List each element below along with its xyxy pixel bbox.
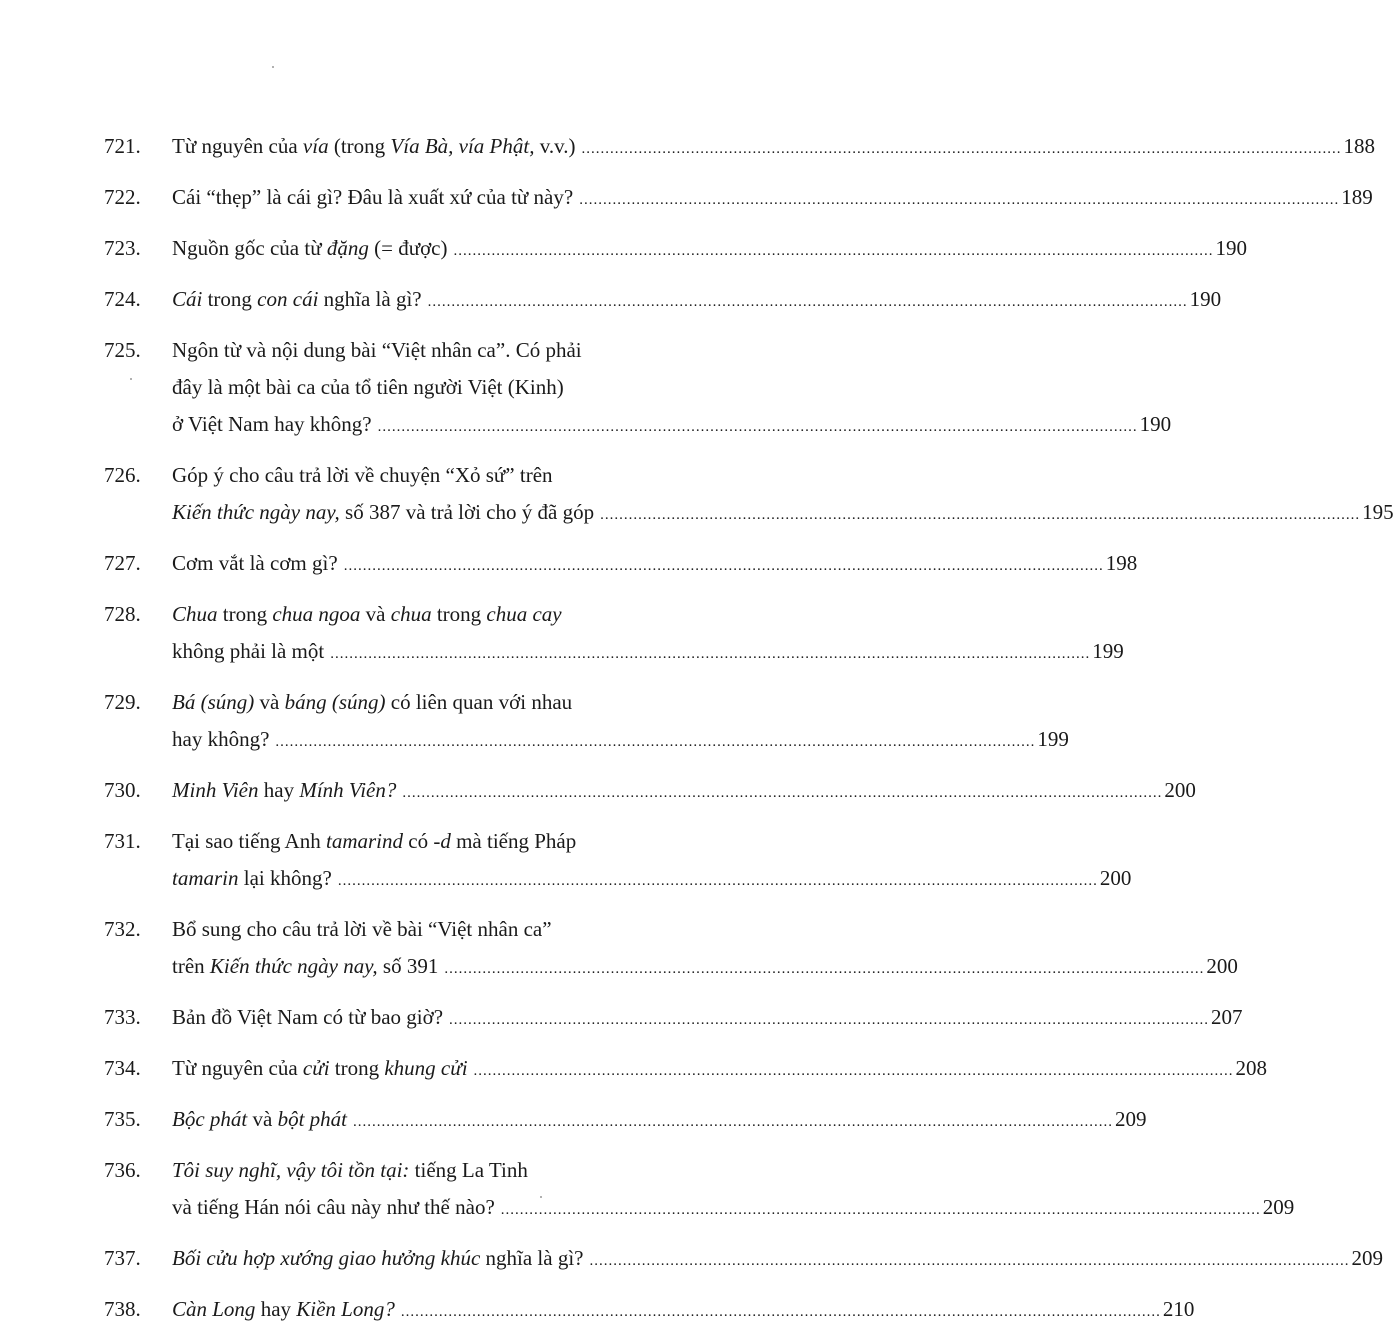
dot-leader	[600, 497, 1360, 534]
entry-number: 726.	[104, 463, 141, 487]
title-line	[172, 684, 1069, 721]
title-line	[172, 457, 1394, 494]
italic-term: Bá (súng)	[172, 690, 255, 714]
title-line	[172, 369, 1171, 406]
dot-leader	[579, 182, 1339, 219]
text-run: v.v.)	[534, 134, 576, 158]
text-run: Nguồn gốc của từ	[172, 236, 327, 260]
text-run: hay không?	[172, 727, 270, 751]
entry-title	[172, 596, 1124, 673]
page-number: 208	[1235, 1056, 1268, 1080]
text-run: Từ nguyên của	[172, 1056, 303, 1080]
title-last-line	[172, 948, 1238, 988]
entry-number: 736.	[104, 1158, 141, 1182]
dot-leader	[378, 409, 1138, 446]
text-run: hay	[255, 1297, 297, 1321]
title-text	[172, 1101, 347, 1138]
entry-number: 735.	[104, 1107, 141, 1131]
text-run: (= được)	[368, 236, 448, 260]
italic-term: Mính Viên?	[299, 778, 397, 802]
page-number: 190	[1139, 412, 1172, 436]
italic-term: Bối cửu hợp xướng giao hưởng khúc	[172, 1246, 481, 1270]
title-text	[172, 230, 448, 267]
page-number: 188	[1343, 134, 1375, 158]
text-run: trong	[217, 602, 273, 626]
entry-title	[172, 1291, 1194, 1331]
italic-term: bột phát	[277, 1107, 347, 1131]
page-number: 189	[1341, 185, 1373, 209]
text-run: có liên quan với nhau	[385, 690, 573, 714]
toc-entry[interactable]	[104, 999, 1243, 1039]
dot-leader	[449, 1002, 1209, 1039]
toc-entry[interactable]	[104, 545, 1138, 585]
page-number: 199	[1092, 639, 1124, 663]
page-number: 190	[1189, 287, 1222, 311]
title-line	[172, 596, 1124, 633]
entry-title	[172, 684, 1069, 761]
entry-number: 733.	[104, 1005, 141, 1029]
title-text	[172, 179, 573, 216]
text-run: mà tiếng Pháp	[450, 829, 577, 853]
italic-term: chua ngoa	[272, 602, 361, 626]
text-run: Cơm vắt là cơm gì?	[172, 551, 338, 575]
table-of-contents	[104, 128, 1394, 1342]
text-run: không phải là một	[172, 639, 325, 663]
italic-term: Chua	[172, 602, 218, 626]
entry-number: 729.	[104, 690, 141, 714]
page-number: 209	[1262, 1195, 1295, 1219]
text-run: Bản đồ Việt Nam có từ bao giờ?	[172, 1005, 444, 1029]
title-text	[172, 406, 372, 443]
title-last-line	[172, 860, 1131, 900]
title-text	[172, 772, 396, 809]
dot-leader	[454, 233, 1214, 270]
italic-term: chua cay	[486, 602, 562, 626]
text-run: Tại sao tiếng Anh	[172, 829, 326, 853]
entry-number: 725.	[104, 338, 141, 362]
title-text	[172, 948, 438, 985]
italic-term: khung cửi	[384, 1056, 468, 1080]
page-number: 207	[1211, 1005, 1243, 1029]
italic-term: Vía Bà, vía Phật,	[390, 134, 535, 158]
text-run: (trong	[328, 134, 391, 158]
text-run: Bổ sung cho câu trả lời về bài “Việt nhân ca”	[172, 917, 552, 941]
italic-term: chua	[390, 602, 432, 626]
dot-leader	[338, 863, 1098, 900]
title-last-line	[172, 406, 1171, 446]
text-run: trong	[329, 1056, 385, 1080]
entry-title	[172, 179, 1373, 219]
toc-entry[interactable]	[104, 179, 1373, 219]
dot-leader	[581, 131, 1341, 168]
title-last-line	[172, 128, 1375, 168]
italic-term: Kiến thức ngày nay,	[172, 500, 340, 524]
text-run: nghĩa là gì?	[318, 287, 422, 311]
toc-entry[interactable]	[104, 596, 1124, 673]
entry-title	[172, 823, 1131, 900]
text-run: và	[360, 602, 391, 626]
italic-term: báng (súng)	[284, 690, 386, 714]
italic-term: Minh Viên	[172, 778, 259, 802]
text-run: tiếng La Tinh	[409, 1158, 528, 1182]
title-last-line	[172, 281, 1221, 321]
title-text	[172, 128, 575, 165]
entry-title	[172, 230, 1247, 270]
title-line	[172, 1152, 1294, 1189]
text-run: ở Việt Nam hay không?	[172, 412, 372, 436]
page-number: 199	[1037, 727, 1069, 751]
italic-term: Cái	[172, 287, 203, 311]
entry-title	[172, 1240, 1383, 1280]
entry-number: 723.	[104, 236, 141, 260]
page-number: 200	[1099, 866, 1132, 890]
entry-number: 732.	[104, 917, 141, 941]
italic-term: tamarin	[172, 866, 239, 890]
italic-term: Tôi suy nghĩ, vậy tôi tồn tại:	[172, 1158, 410, 1182]
title-text	[172, 633, 324, 670]
dot-leader	[501, 1192, 1261, 1229]
text-run: và	[247, 1107, 278, 1131]
dot-leader	[428, 284, 1188, 321]
title-text	[172, 1189, 495, 1226]
italic-term: Kiền Long?	[296, 1297, 395, 1321]
entry-title	[172, 281, 1221, 321]
text-run: trong	[431, 602, 487, 626]
toc-entry[interactable]	[104, 1101, 1147, 1141]
italic-term: vía	[302, 134, 329, 158]
entry-title	[172, 545, 1137, 585]
entry-number: 734.	[104, 1056, 141, 1080]
title-text	[172, 1050, 468, 1087]
toc-entry[interactable]	[104, 772, 1196, 812]
dot-leader	[474, 1053, 1234, 1090]
text-run: trong	[202, 287, 258, 311]
text-run: Góp ý cho câu trả lời về chuyện “Xỏ sứ” trên	[172, 463, 553, 487]
title-last-line	[172, 772, 1196, 812]
entry-number: 731.	[104, 829, 141, 853]
italic-term: -d	[433, 829, 451, 853]
toc-entry[interactable]	[104, 457, 1394, 534]
title-last-line	[172, 999, 1243, 1039]
title-last-line	[172, 1240, 1383, 1280]
dot-leader	[353, 1104, 1113, 1141]
entry-number: 727.	[104, 551, 141, 575]
dot-leader	[444, 951, 1204, 988]
text-run: trên	[172, 954, 210, 978]
title-last-line	[172, 179, 1373, 219]
toc-entry[interactable]	[104, 823, 1132, 900]
entry-number: 728.	[104, 602, 141, 626]
text-run: và	[254, 690, 285, 714]
italic-term: con cái	[257, 287, 319, 311]
toc-entry[interactable]	[104, 128, 1375, 168]
italic-term: tamarind	[325, 829, 403, 853]
dot-leader	[402, 775, 1162, 812]
title-text	[172, 281, 422, 318]
entry-number: 730.	[104, 778, 141, 802]
entry-title	[172, 911, 1238, 988]
title-last-line	[172, 494, 1394, 534]
italic-term: Kiến thức ngày nay,	[209, 954, 378, 978]
entry-title	[172, 1050, 1267, 1090]
entry-number: 722.	[104, 185, 141, 209]
entry-title	[172, 999, 1243, 1039]
title-last-line	[172, 1189, 1294, 1229]
title-text	[172, 999, 443, 1036]
title-text	[172, 545, 338, 582]
entry-title	[172, 772, 1196, 812]
title-text	[172, 1291, 395, 1328]
page-number: 195	[1362, 500, 1394, 524]
entry-number: 738.	[104, 1297, 141, 1321]
title-text	[172, 721, 269, 758]
entry-title	[172, 457, 1394, 534]
page-number: 190	[1215, 236, 1247, 260]
dot-leader	[330, 636, 1090, 673]
text-run: nghĩa là gì?	[480, 1246, 584, 1270]
page-number: 209	[1351, 1246, 1383, 1270]
toc-entry[interactable]	[104, 1152, 1295, 1229]
title-text	[172, 494, 594, 531]
dot-leader	[401, 1294, 1161, 1331]
toc-entry[interactable]	[104, 684, 1069, 761]
toc-entry[interactable]	[104, 1240, 1383, 1280]
text-run: số 387 và trả lời cho ý đã góp	[339, 500, 595, 524]
toc-entry[interactable]	[104, 1291, 1195, 1331]
page-number: 209	[1114, 1107, 1147, 1131]
page-number: 200	[1206, 954, 1238, 978]
title-text	[172, 860, 332, 897]
text-run: số 391	[377, 954, 439, 978]
dot-leader	[344, 548, 1104, 585]
italic-term: Bộc phát	[172, 1107, 248, 1131]
toc-entry[interactable]	[104, 230, 1247, 270]
italic-term: Càn Long	[172, 1297, 256, 1321]
title-line	[172, 911, 1238, 948]
entry-title	[172, 332, 1171, 446]
text-run: hay	[258, 778, 300, 802]
toc-entry[interactable]	[104, 281, 1222, 321]
title-last-line	[172, 1291, 1194, 1331]
title-last-line	[172, 1101, 1146, 1141]
toc-entry[interactable]	[104, 911, 1238, 988]
page-number: 198	[1105, 551, 1138, 575]
entry-number: 737.	[104, 1246, 141, 1270]
entry-title	[172, 1101, 1146, 1141]
entry-title	[172, 1152, 1294, 1229]
entry-number: 724.	[104, 287, 141, 311]
title-last-line	[172, 633, 1124, 673]
entry-title	[172, 128, 1375, 168]
italic-term: đặng	[326, 236, 369, 260]
print-speck	[272, 66, 274, 68]
title-line	[172, 332, 1171, 369]
text-run: Từ nguyên của	[172, 134, 303, 158]
entry-number: 721.	[104, 134, 141, 158]
title-last-line	[172, 721, 1069, 761]
title-last-line	[172, 1050, 1267, 1090]
text-run: Cái “thẹp” là cái gì? Đâu là xuất xứ của từ này?	[172, 185, 574, 209]
page-number: 200	[1164, 778, 1196, 802]
italic-term: cửi	[302, 1056, 330, 1080]
dot-leader	[589, 1243, 1349, 1280]
toc-entry[interactable]	[104, 1050, 1268, 1090]
text-run: đây là một bài ca của tổ tiên người Việt (Kinh)	[172, 375, 564, 399]
title-last-line	[172, 230, 1247, 270]
page-number: 210	[1162, 1297, 1195, 1321]
text-run: Ngôn từ và nội dung bài “Việt nhân ca”. Có phải	[172, 338, 582, 362]
toc-entry[interactable]	[104, 332, 1172, 446]
dot-leader	[275, 724, 1035, 761]
title-text	[172, 1240, 583, 1277]
title-last-line	[172, 545, 1137, 585]
title-line	[172, 823, 1131, 860]
text-run: lại không?	[238, 866, 332, 890]
text-run: có	[403, 829, 434, 853]
text-run: và tiếng Hán nói câu này như thế nào?	[172, 1195, 495, 1219]
